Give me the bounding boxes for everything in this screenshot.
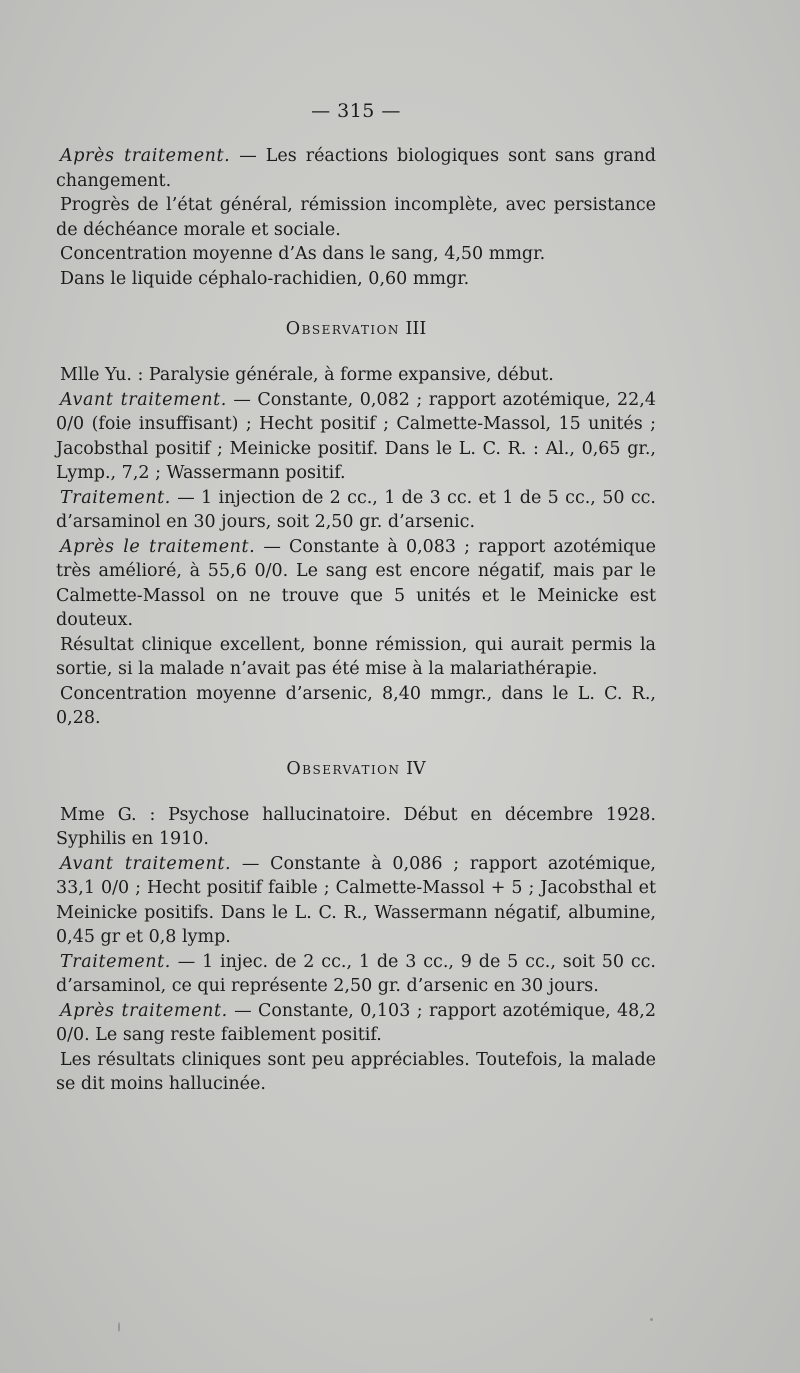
paragraph-text: Mlle Yu. : Paralysie générale, à forme expansive, début. — [60, 365, 554, 385]
paragraph-text: — 1 injec. de 2 cc., 1 de 3 cc., 9 de 5 cc., soit 50 cc. d’arsaminol, ce qui représente 2,50 gr. d’arsenic en 30 jours. — [56, 951, 656, 996]
paragraph — [56, 950, 656, 999]
paragraph-text: Concentration moyenne d’arsenic, 8,40 mmgr., dans le L. C. R., 0,28. — [56, 683, 656, 728]
paragraph — [56, 535, 656, 633]
heading-label: Observation — [286, 758, 401, 779]
paragraph — [56, 267, 656, 292]
paragraph-text: Dans le liquide céphalo-rachidien, 0,60 mmgr. — [60, 268, 470, 289]
paragraph-text: Résultat clinique excellent, bonne rémission, qui aurait permis la sortie, si la malade n’avait pas été mise à la malariathérapie. — [56, 634, 656, 679]
page-number: — 315 — — [311, 100, 401, 122]
paragraph — [56, 193, 656, 242]
paragraph-text: — Les réactions biologiques sont sans grand changement. — [56, 146, 656, 191]
observation-4-heading — [56, 759, 656, 779]
paragraph — [56, 999, 656, 1048]
paragraph-text: Les résultats cliniques sont peu appréciables. Toutefois, la malade se dit moins hallucinée. — [56, 1049, 656, 1094]
observation-3-heading — [56, 319, 656, 339]
paragraph — [56, 803, 656, 852]
paragraph-label: Après traitement. — [60, 146, 231, 166]
paragraph — [56, 633, 656, 682]
heading-label: Observation — [285, 319, 400, 339]
observation-4-section — [56, 803, 656, 1097]
paragraph — [56, 144, 656, 193]
paragraph-label: Traitement. — [60, 487, 171, 508]
paragraph-label: Après traitement. — [60, 1000, 228, 1021]
intro-section — [56, 144, 656, 291]
paragraph — [56, 242, 656, 267]
paragraph — [56, 388, 656, 486]
paragraph-label: Après le traitement. — [60, 536, 256, 557]
paragraph-text: — Constante, 0,103 ; rapport azotémique, 48,2 0/0. Le sang reste faiblement positif. — [56, 1000, 656, 1045]
paragraph-text: — Constante à 0,086 ; rapport azotémique, 33,1 0/0 ; Hecht positif faible ; Calmette-Massol + 5 ; Jacobsthal et Meinicke positifs. Dans le L. C. R., Wassermann négatif, albumine, 0,45 gr et 0,8 lymp. — [56, 853, 656, 947]
paragraph-label: Avant traitement. — [60, 389, 227, 410]
paragraph-text: — Constante, 0,082 ; rapport azotémique, 22,4 0/0 (foie insuffisant) ; Hecht positif ; Calmette-Massol, 15 unités ; Jacobsthal positif ; Meinicke positif. Dans le L. C. R. : Al., 0,65 gr., Lymp., 7,2 ; Wassermann positif. — [56, 389, 656, 483]
paragraph-label: Traitement. — [60, 951, 171, 972]
observation-3-section — [56, 363, 656, 731]
paragraph-text: Concentration moyenne d’As dans le sang, 4,50 mmgr. — [60, 244, 546, 264]
paragraph — [56, 682, 656, 731]
paragraph — [56, 486, 656, 535]
paragraph — [56, 852, 656, 950]
paragraph — [56, 363, 656, 388]
heading-number: III — [405, 319, 427, 339]
paragraph-text: Progrès de l’état général, rémission incomplète, avec persistance de déchéance morale et sociale. — [56, 195, 656, 240]
paragraph-label: Avant traitement. — [60, 853, 232, 874]
paragraph-text: Mme G. : Psychose hallucinatoire. Début en décembre 1928. Syphilis en 1910. — [56, 804, 656, 849]
paragraph-text: — 1 injection de 2 cc., 1 de 3 cc. et 1 de 5 cc., 50 cc. d’arsaminol en 30 jours, soit 2,50 gr. d’arsenic. — [56, 487, 656, 532]
page — [56, 100, 656, 1097]
paragraph — [56, 1048, 656, 1097]
paper-speck — [118, 1322, 120, 1332]
paragraph-text: — Constante à 0,083 ; rapport azotémique très amélioré, à 55,6 0/0. Le sang est encore négatif, mais par le Calmette-Massol on ne trouve que 5 unités et le Meinicke est douteux. — [56, 536, 656, 630]
heading-number: IV — [406, 758, 426, 779]
paper-speck — [650, 1318, 653, 1321]
